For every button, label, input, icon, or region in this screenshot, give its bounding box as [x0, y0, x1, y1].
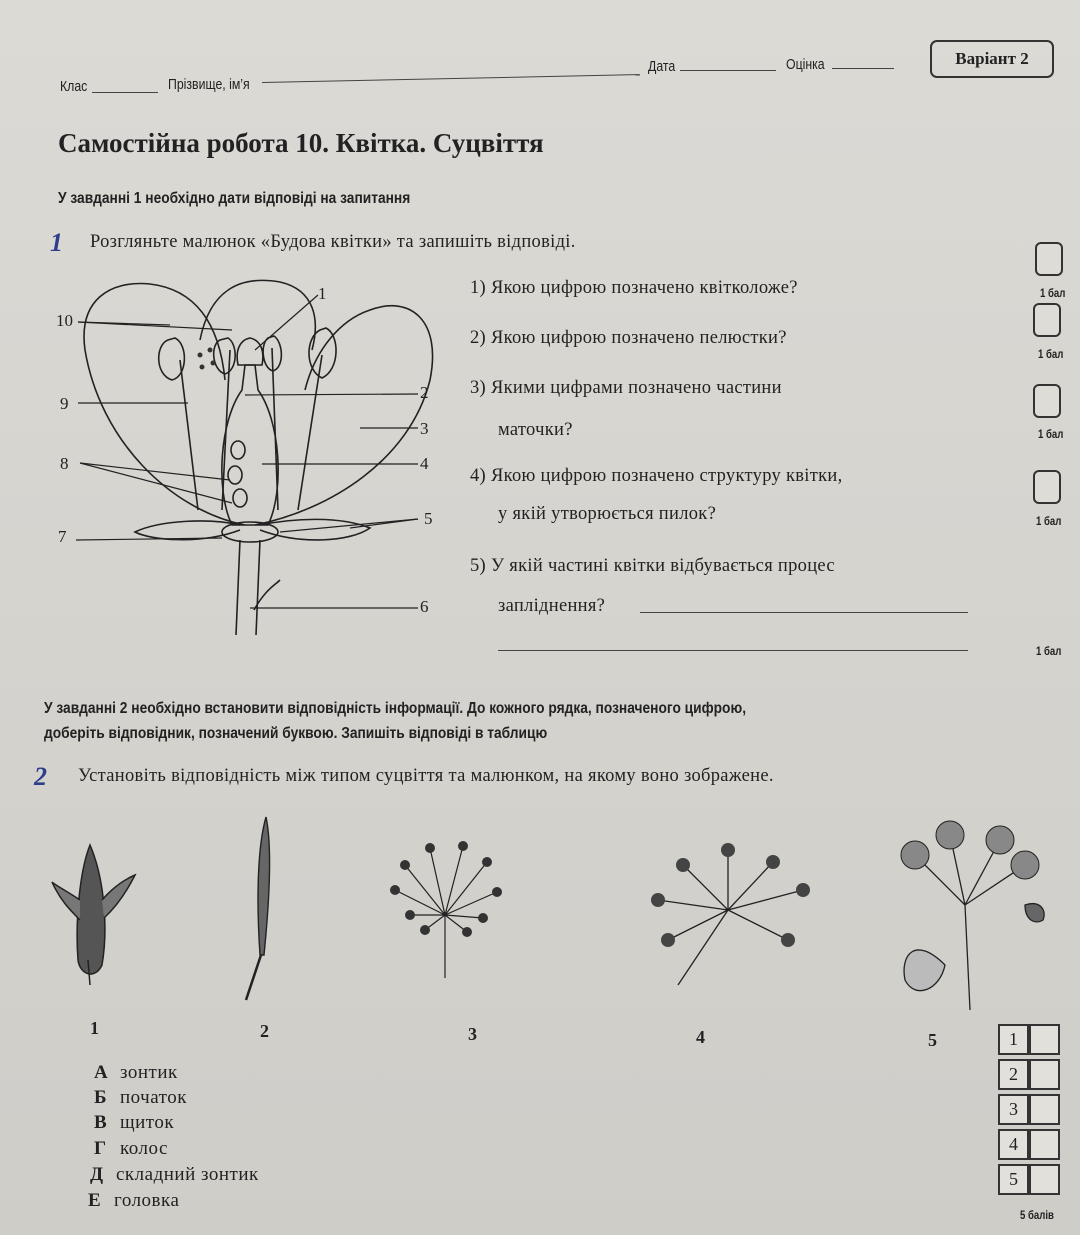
question-3-cont: маточки?	[498, 420, 573, 440]
answer-5-line-2[interactable]	[498, 650, 968, 651]
image-number-3: 3	[468, 1024, 477, 1044]
diagram-label-9: 9	[60, 394, 69, 413]
answer-cell-3[interactable]	[1029, 1094, 1060, 1125]
page-title: Самостійна робота 10. Квітка. Суцвіття	[58, 128, 544, 158]
score-box-q1[interactable]	[1035, 242, 1063, 276]
stigma	[237, 338, 263, 365]
image-number-2: 2	[260, 1021, 269, 1041]
question-3: 3) Якими цифрами позначено частини	[470, 378, 782, 398]
option-h: Г колос	[94, 1138, 168, 1159]
score-label-q1: 1 бал	[1040, 286, 1066, 300]
score-box-q2[interactable]	[1033, 303, 1061, 337]
option-b: Б початок	[94, 1087, 187, 1108]
left-petal	[84, 284, 245, 525]
answer-cell-4[interactable]	[1029, 1129, 1060, 1160]
score-box-q4[interactable]	[1033, 470, 1061, 504]
score-label-q5: 1 бал	[1036, 644, 1062, 658]
diagram-label-2: 2	[420, 383, 429, 402]
score-label-q4: 1 бал	[1036, 514, 1062, 528]
task1-instruction: У завданні 1 необхідно дати відповіді на запитання	[58, 190, 411, 207]
question-4: 4) Якою цифрою позначено структуру квітки,	[470, 466, 843, 486]
task2-points: 5 балів	[1020, 1208, 1054, 1222]
answer-cell-2[interactable]	[1029, 1059, 1060, 1090]
answer-cell-1[interactable]	[1029, 1024, 1060, 1055]
inflorescence-image-3	[385, 840, 505, 980]
answer-row-label-1: 1	[998, 1024, 1029, 1055]
task1-number: 1	[50, 228, 63, 257]
answer-cell-5[interactable]	[1029, 1164, 1060, 1195]
task1-prompt: Розгляньте малюнок «Будова квітки» та запишіть відповіді.	[90, 232, 576, 252]
diagram-label-10: 10	[56, 311, 73, 330]
answer-row-label-5: 5	[998, 1164, 1029, 1195]
variant-badge: Варіант 2	[930, 40, 1054, 78]
score-label-q3: 1 бал	[1038, 427, 1064, 441]
grade-field[interactable]	[832, 68, 894, 69]
grade-label: Оцінка	[786, 56, 825, 73]
question-2: 2) Якою цифрою позначено пелюстки?	[470, 328, 787, 348]
task2-prompt: Установіть відповідність між типом суцвіття та малюнком, на якому воно зображене.	[78, 766, 774, 786]
question-5: 5) У якій частині квітки відбувається процес	[470, 556, 835, 576]
right-petal	[255, 306, 433, 525]
name-label: Прізвище, ім’я	[168, 76, 250, 93]
diagram-label-1: 1	[318, 284, 327, 303]
answer-row-label-3: 3	[998, 1094, 1029, 1125]
image-number-1: 1	[90, 1018, 99, 1038]
diagram-label-3: 3	[420, 419, 429, 438]
answer-row-label-2: 2	[998, 1059, 1029, 1090]
inflorescence-image-1	[50, 840, 140, 990]
question-4-cont: у якій утворюється пилок?	[498, 504, 717, 524]
diagram-label-8: 8	[60, 454, 69, 473]
answer-5-line-1[interactable]	[640, 612, 968, 613]
class-label: Клас	[60, 78, 88, 95]
option-d: Д складний зонтик	[90, 1164, 259, 1185]
left-anther	[159, 338, 185, 380]
class-field[interactable]	[92, 92, 158, 93]
diagram-label-4: 4	[420, 454, 429, 473]
diagram-label-7: 7	[58, 527, 67, 546]
ovary	[222, 365, 278, 525]
option-a: А зонтик	[94, 1062, 178, 1083]
task2-number: 2	[34, 762, 47, 791]
question-5-cont: запліднення?	[498, 596, 606, 616]
inflorescence-image-2	[238, 815, 288, 1005]
diagram-label-6: 6	[420, 597, 429, 616]
flower-structure-diagram	[50, 270, 450, 650]
score-label-q2: 1 бал	[1038, 347, 1064, 361]
date-field[interactable]	[680, 70, 776, 71]
image-number-5: 5	[928, 1030, 937, 1050]
task2-instruction-line2: доберіть відповідник, позначений буквою. Запишіть відповіді в таблицю	[44, 725, 548, 742]
inflorescence-image-5	[875, 815, 1055, 1015]
option-e: Е головка	[88, 1190, 180, 1211]
date-label: Дата	[648, 58, 676, 75]
stem	[236, 540, 260, 635]
question-1: 1) Якою цифрою позначено квітколоже?	[470, 278, 798, 298]
answer-row-label-4: 4	[998, 1129, 1029, 1160]
diagram-label-5: 5	[424, 509, 433, 528]
score-box-q3[interactable]	[1033, 384, 1061, 418]
inflorescence-image-4	[638, 840, 818, 990]
name-field[interactable]	[262, 74, 640, 83]
image-number-4: 4	[696, 1027, 705, 1047]
option-v: В щиток	[94, 1112, 175, 1133]
task2-instruction-line1: У завданні 2 необхідно встановити відповідність інформації. До кожного рядка, позначеного цифрою,	[44, 700, 747, 717]
